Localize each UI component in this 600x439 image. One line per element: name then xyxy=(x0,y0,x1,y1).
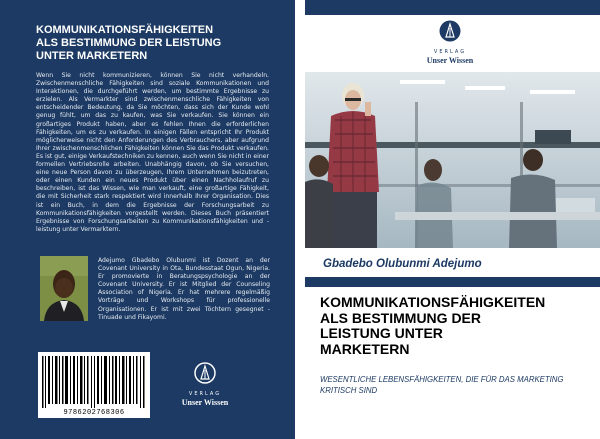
front-title-line-1: KOMMUNIKATIONSFÄHIGKEITEN xyxy=(320,294,546,310)
barcode-icon xyxy=(38,354,150,412)
publisher-name: Unser Wissen xyxy=(426,56,474,65)
front-title-line-4: MARKETERN xyxy=(320,340,410,357)
publisher-logo-icon xyxy=(439,20,461,42)
publisher-logo-back xyxy=(170,362,240,407)
author-bio: Adejumo Gbadebo Olubunmi ist Dozent an der Covenant University in Ota, Bundesstaat Ogun, Nigeria. Er promovierte in Beratungspsychologie an der Covenant University. Er ist Mitglied der Counseling Association of Nigeria. Er hat mehrere regelmäßig Vorträge und Workshops für professionelle Organisationen. Er ist mit zwei Töchtern gesegnet - Tinuade und Fikayomi. xyxy=(98,257,270,321)
publisher-verlag-label: VERLAG xyxy=(188,391,222,397)
front-top-bar xyxy=(305,0,600,15)
spine xyxy=(295,0,305,439)
back-title-line-1: KOMMUNIKATIONSFÄHIGKEITEN xyxy=(36,24,214,36)
front-cover-subtitle: WESENTLICHE LEBENSFÄHIGKEITEN, DIE FÜR DAS MARKETING KRITISCH SIND xyxy=(320,375,564,395)
barcode-number: 9786202768306 xyxy=(63,409,125,417)
front-cover-title xyxy=(320,295,600,357)
back-title-line-2: ALS BESTIMMUNG DER LEISTUNG xyxy=(36,37,222,49)
front-title-line-3: LEISTUNG UNTER xyxy=(320,325,443,341)
back-cover-blurb: Wenn Sie nicht kommunizieren, können Sie nicht verhandeln. Zwischenmenschliche Fähigkeiten sind soziale Kommunikationen und Interaktionen, die durchgeführt werden, um bestimmte Ergebnisse zu erzielen. Als Vermarkter sind zwischenmenschliche Fähigkeiten von entscheidender Bedeutung, da Sie möchten, dass sich der Kunde wohl genug fühlt, um das zu kaufen, was Sie verkaufen. Sie können ein großartiges Produkt haben, aber es fehlen Ihnen die erforderlichen Fähigkeiten, um es zu verkaufen. In einigen Fällen entspricht Ihr Produkt möglicherweise nicht den Anforderungen des Verbrauchers, aber aufgrund Ihrer zwischenmenschlichen Fähigkeiten können Sie das Produkt verkaufen. Es ist gut, einige Verkaufstechniken zu kennen, auch wenn Sie nicht in einer formellen Vertriebsrolle arbeiten. Unabhängig davon, ob Sie versuchen, eine neue Person davon zu überzeugen, Ihrem Unternehmen beizutreten, oder einen Kunden ein neues Produkt über einen Nachholaufruf zu beschreiben, ist das Wissen, wie man verkauft, eine großartige Fähigkeit, die mit Sicherheit stark respektiert wird innerhalb Ihrer Organisation. Dies ist ein Buch, in dem die Ergebnisse der Forschungsarbeit zu Kommunikationsfähigkeiten vorgestellt werden. Dieses Buch präsentiert Ergebnisse von Forschungsarbeiten zu Kommunikationsfähigkeiten und -leistung unter Vermarktern. xyxy=(36,72,269,233)
publisher-verlag-label: VERLAG xyxy=(433,49,467,55)
back-title-line-3: UNTER MARKETERN xyxy=(36,50,148,62)
back-cover xyxy=(0,0,295,439)
front-divider-bar xyxy=(305,277,600,287)
front-author-name: Gbadebo Olubunmi Adejumo xyxy=(323,258,482,270)
publisher-logo-icon xyxy=(194,362,216,384)
office-photo xyxy=(305,72,600,248)
front-cover xyxy=(305,0,600,439)
front-title-line-2: ALS BESTIMMUNG DER xyxy=(320,309,481,326)
author-photo xyxy=(40,256,88,321)
publisher-logo-front xyxy=(415,20,485,65)
barcode xyxy=(38,352,150,418)
publisher-name: Unser Wissen xyxy=(181,398,229,407)
back-cover-title xyxy=(36,24,276,63)
